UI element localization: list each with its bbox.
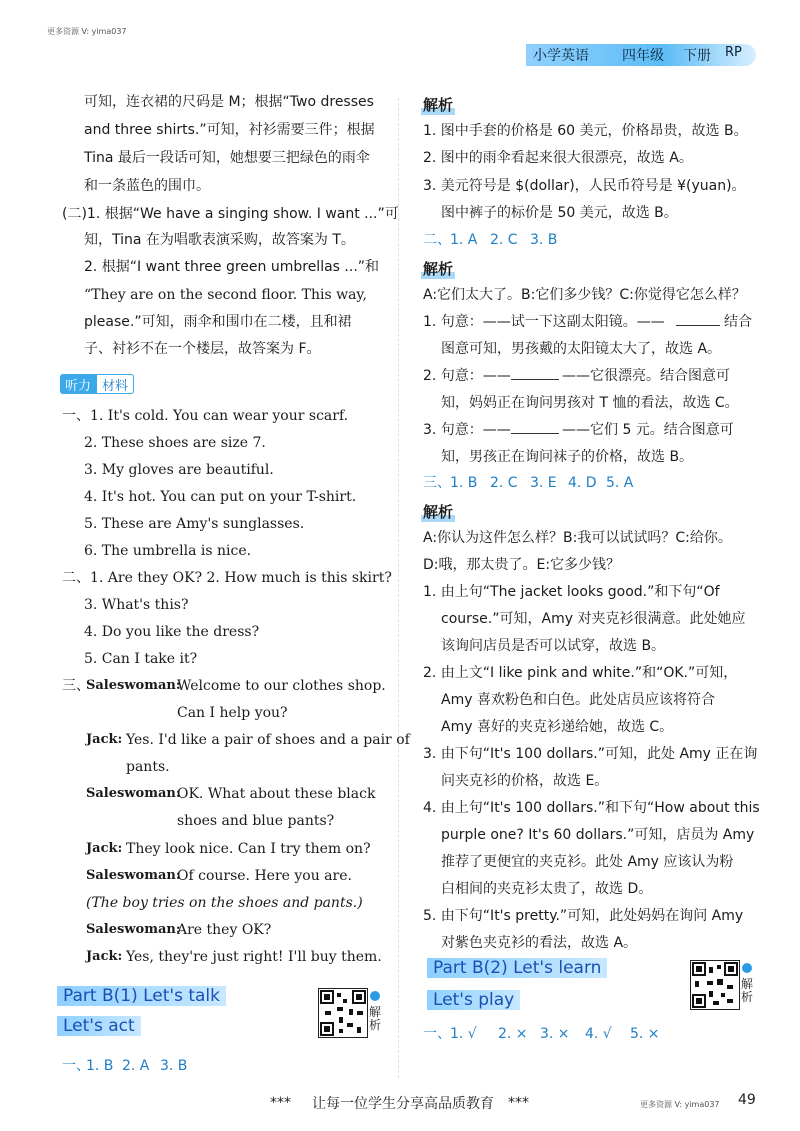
listening-tag-label: 听力 [60, 374, 96, 394]
material-tag-label: 材料 [96, 374, 134, 394]
footer-slogan: 让每一位学生分享高品质教育 [312, 1096, 494, 1112]
text-line: 子、衬衫不在一个楼层，故答案为 F。 [84, 341, 321, 357]
answer-item: 3. × [540, 1026, 570, 1042]
analysis-line: A:它们太大了。B:它们多少钱？C:你觉得它怎么样？ [423, 287, 746, 303]
analysis-heading: 解析 [423, 503, 454, 521]
dialogue-text: Yes. I'd like a pair of shoes and a pair of [126, 732, 410, 748]
analysis-line: purple one? It's 60 dollars.”可知，店员为 Amy [441, 827, 755, 843]
footer-stars-left: *** [270, 1095, 291, 1111]
analysis-line: 图中裤子的标价是 50 美元，故选 B。 [441, 205, 678, 221]
analysis-line: Amy 喜欢粉色和白色。此处店员应该将符合 [441, 692, 715, 708]
part-b2-subtitle: Let's play [427, 990, 520, 1010]
analysis-line: 5. 由下句“It's pretty.”可知，此处妈妈在询问 Amy [423, 908, 744, 924]
text-line: 知，Tina 在为唱歌表演采购，故答案为 T。 [84, 232, 355, 248]
qr-code-b1[interactable] [318, 988, 368, 1038]
part-b1-subtitle: Let's act [57, 1016, 141, 1036]
text-line: and three shirts.”可知，衬衫需要三件；根据 [84, 122, 375, 138]
dialogue-speaker: Saleswoman: [86, 678, 181, 693]
listening-line: 二、1. Are they OK? 2. How much is this skirt? [62, 570, 392, 586]
blank-line [676, 325, 720, 326]
analysis-line: 对紫色夹克衫的看法，故选 A。 [441, 935, 638, 951]
listening-line: 3. My gloves are beautiful. [84, 462, 274, 478]
qr-label-b2: 解析 [741, 977, 754, 1004]
listening-line: 3. What's this? [84, 597, 189, 613]
answer-item: 2. × [498, 1026, 528, 1042]
dialogue-speaker: Jack: [86, 949, 123, 964]
listening-line: 6. The umbrella is nice. [84, 543, 252, 559]
analysis-line: 1. 由上句“The jacket looks good.”和下句“Of [423, 584, 720, 600]
analysis-line: 3. 句意：—— [423, 422, 511, 438]
play-icon [370, 991, 380, 1001]
column-divider [398, 98, 399, 1078]
volume-badge: 下册 [683, 48, 711, 64]
dialogue-text: Yes, they're just right! I'll buy them. [126, 949, 382, 965]
answer-item: 2. C [490, 475, 518, 491]
play-icon [742, 963, 752, 973]
analysis-line: 知，妈妈正在询问男孩对 T 恤的看法，故选 C。 [441, 395, 739, 411]
analysis-line: ——它很漂亮。结合图意可 [562, 368, 730, 384]
analysis-line: 知，男孩正在询问袜子的价格，故选 B。 [441, 449, 694, 465]
qr-code-b2[interactable] [690, 960, 740, 1010]
subject-badge: 小学英语 [533, 48, 589, 64]
analysis-line: 问夹克衫的价格，故选 E。 [441, 773, 609, 789]
dialogue-speaker: Saleswoman: [86, 868, 181, 883]
analysis-line: 3. 美元符号是 $(dollar)，人民币符号是 ¥(yuan)。 [423, 178, 746, 194]
qr-label-b1: 解析 [369, 1005, 382, 1032]
answer-item: 1. B [450, 475, 478, 491]
blank-line [511, 433, 559, 434]
answer-item: 4. D [568, 475, 597, 491]
analysis-heading: 解析 [423, 260, 454, 278]
analysis-line: 3. 由下句“It's 100 dollars.”可知，此处 Amy 正在询 [423, 746, 758, 762]
dialogue-speaker: Jack: [86, 732, 123, 747]
analysis-line: D:哦，那太贵了。E:它多少钱？ [423, 557, 621, 573]
listening-line: 一、1. It's cold. You can wear your scarf. [62, 408, 349, 424]
analysis-line: 该询问店员是否可以试穿，故选 B。 [441, 638, 666, 654]
top-watermark: 更多资源 V: yima037 [47, 27, 127, 36]
analysis-line: 结合 [724, 314, 752, 330]
dialogue-text: shoes and blue pants? [177, 813, 335, 829]
dialogue-prefix: 三、 [62, 678, 90, 694]
analysis-line: course.”可知，Amy 对夹克衫很满意。此处她应 [441, 611, 746, 627]
dialogue-speaker: Saleswoman: [86, 922, 181, 937]
answer-item: 4. √ [585, 1026, 612, 1042]
footer-stars-right: *** [508, 1095, 529, 1111]
analysis-line: A:你认为这件怎么样？B:我可以试试吗？C:给你。 [423, 530, 732, 546]
dialogue-text: They look nice. Can I try them on? [126, 841, 371, 857]
dialogue-text: OK. What about these black [177, 786, 376, 802]
answer-prefix: 三、 [423, 475, 451, 491]
analysis-line: 图意可知，男孩戴的太阳镜太大了，故选 A。 [441, 341, 722, 357]
answer-item: 3. B [160, 1058, 188, 1074]
listening-line: 2. These shoes are size 7. [84, 435, 266, 451]
analysis-line: 1. 图中手套的价格是 60 美元，价格昂贵，故选 B。 [423, 123, 748, 139]
dialogue-text: Of course. Here you are. [177, 868, 352, 884]
analysis-line: 1. 句意：——试一下这副太阳镜。—— [423, 314, 665, 330]
dialogue-text: Are they OK? [177, 922, 272, 938]
dialogue-text: Can I help you? [177, 705, 288, 721]
analysis-heading: 解析 [423, 96, 454, 114]
text-line: please.”可知，雨伞和围巾在二楼，且和裙 [84, 314, 352, 330]
listening-material-tag [60, 374, 134, 394]
dialogue-speaker: Saleswoman: [86, 786, 181, 801]
part-b2-title: Part B(2) Let's learn [427, 958, 607, 978]
text-line: 可知，连衣裙的尺码是 M；根据“Two dresses [84, 94, 374, 110]
answer-item: 1. B [86, 1058, 114, 1074]
answer-prefix: 二、 [423, 232, 451, 248]
dialogue-text: pants. [126, 759, 170, 775]
listening-line: 4. Do you like the dress? [84, 624, 260, 640]
grade-badge: 四年级 [622, 48, 664, 64]
analysis-line: 2. 句意：—— [423, 368, 511, 384]
listening-line: 4. It's hot. You can put on your T-shirt. [84, 489, 357, 505]
analysis-line: 4. 由上句“It's 100 dollars.”和下句“How about this [423, 800, 760, 816]
answer-prefix: 一、 [62, 1058, 90, 1074]
text-line: Tina 最后一段话可知，她想要三把绿色的雨伞 [84, 150, 370, 166]
listening-line: 5. Can I take it? [84, 651, 198, 667]
dialogue-speaker: Jack: [86, 841, 123, 856]
listening-line: 5. These are Amy's sunglasses. [84, 516, 305, 532]
page-number: 49 [738, 1092, 756, 1108]
answer-item: 5. × [630, 1026, 660, 1042]
answer-item: 2. A [122, 1058, 150, 1074]
answer-item: 3. E [530, 475, 557, 491]
text-line: 和一条蓝色的围巾。 [84, 178, 210, 194]
analysis-line: ——它们 5 元。结合图意可 [562, 422, 734, 438]
analysis-line: Amy 喜好的夹克衫递给她，故选 C。 [441, 719, 674, 735]
analysis-line: 2. 图中的雨伞看起来很大很漂亮，故选 A。 [423, 150, 693, 166]
blank-line [511, 379, 559, 380]
answer-item: 1. √ [450, 1026, 477, 1042]
answer-item: 5. A [606, 475, 634, 491]
analysis-line: 2. 由上文“I like pink and white.”和“OK.”可知， [423, 665, 738, 681]
text-line: (二)1. 根据“We have a singing show. I want ...”可 [62, 206, 399, 222]
answer-item: 1. A [450, 232, 478, 248]
answer-item: 2. C [490, 232, 518, 248]
text-line: 2. 根据“I want three green umbrellas ...”和 [84, 259, 380, 275]
part-b1-title: Part B(1) Let's talk [57, 986, 226, 1006]
analysis-line: 白相间的夹克衫太贵了，故选 D。 [441, 881, 653, 897]
publisher-badge: RP [725, 45, 742, 60]
answer-prefix: 一、 [423, 1026, 451, 1042]
analysis-line: 推荐了更便宜的夹克衫。此处 Amy 应该认为粉 [441, 854, 734, 870]
text-line: “They are on the second floor. This way, [84, 287, 367, 303]
footer-watermark: 更多资源 V: yima037 [640, 1100, 720, 1109]
dialogue-text: Welcome to our clothes shop. [177, 678, 386, 694]
answer-item: 3. B [530, 232, 558, 248]
stage-direction: (The boy tries on the shoes and pants.) [86, 895, 363, 911]
